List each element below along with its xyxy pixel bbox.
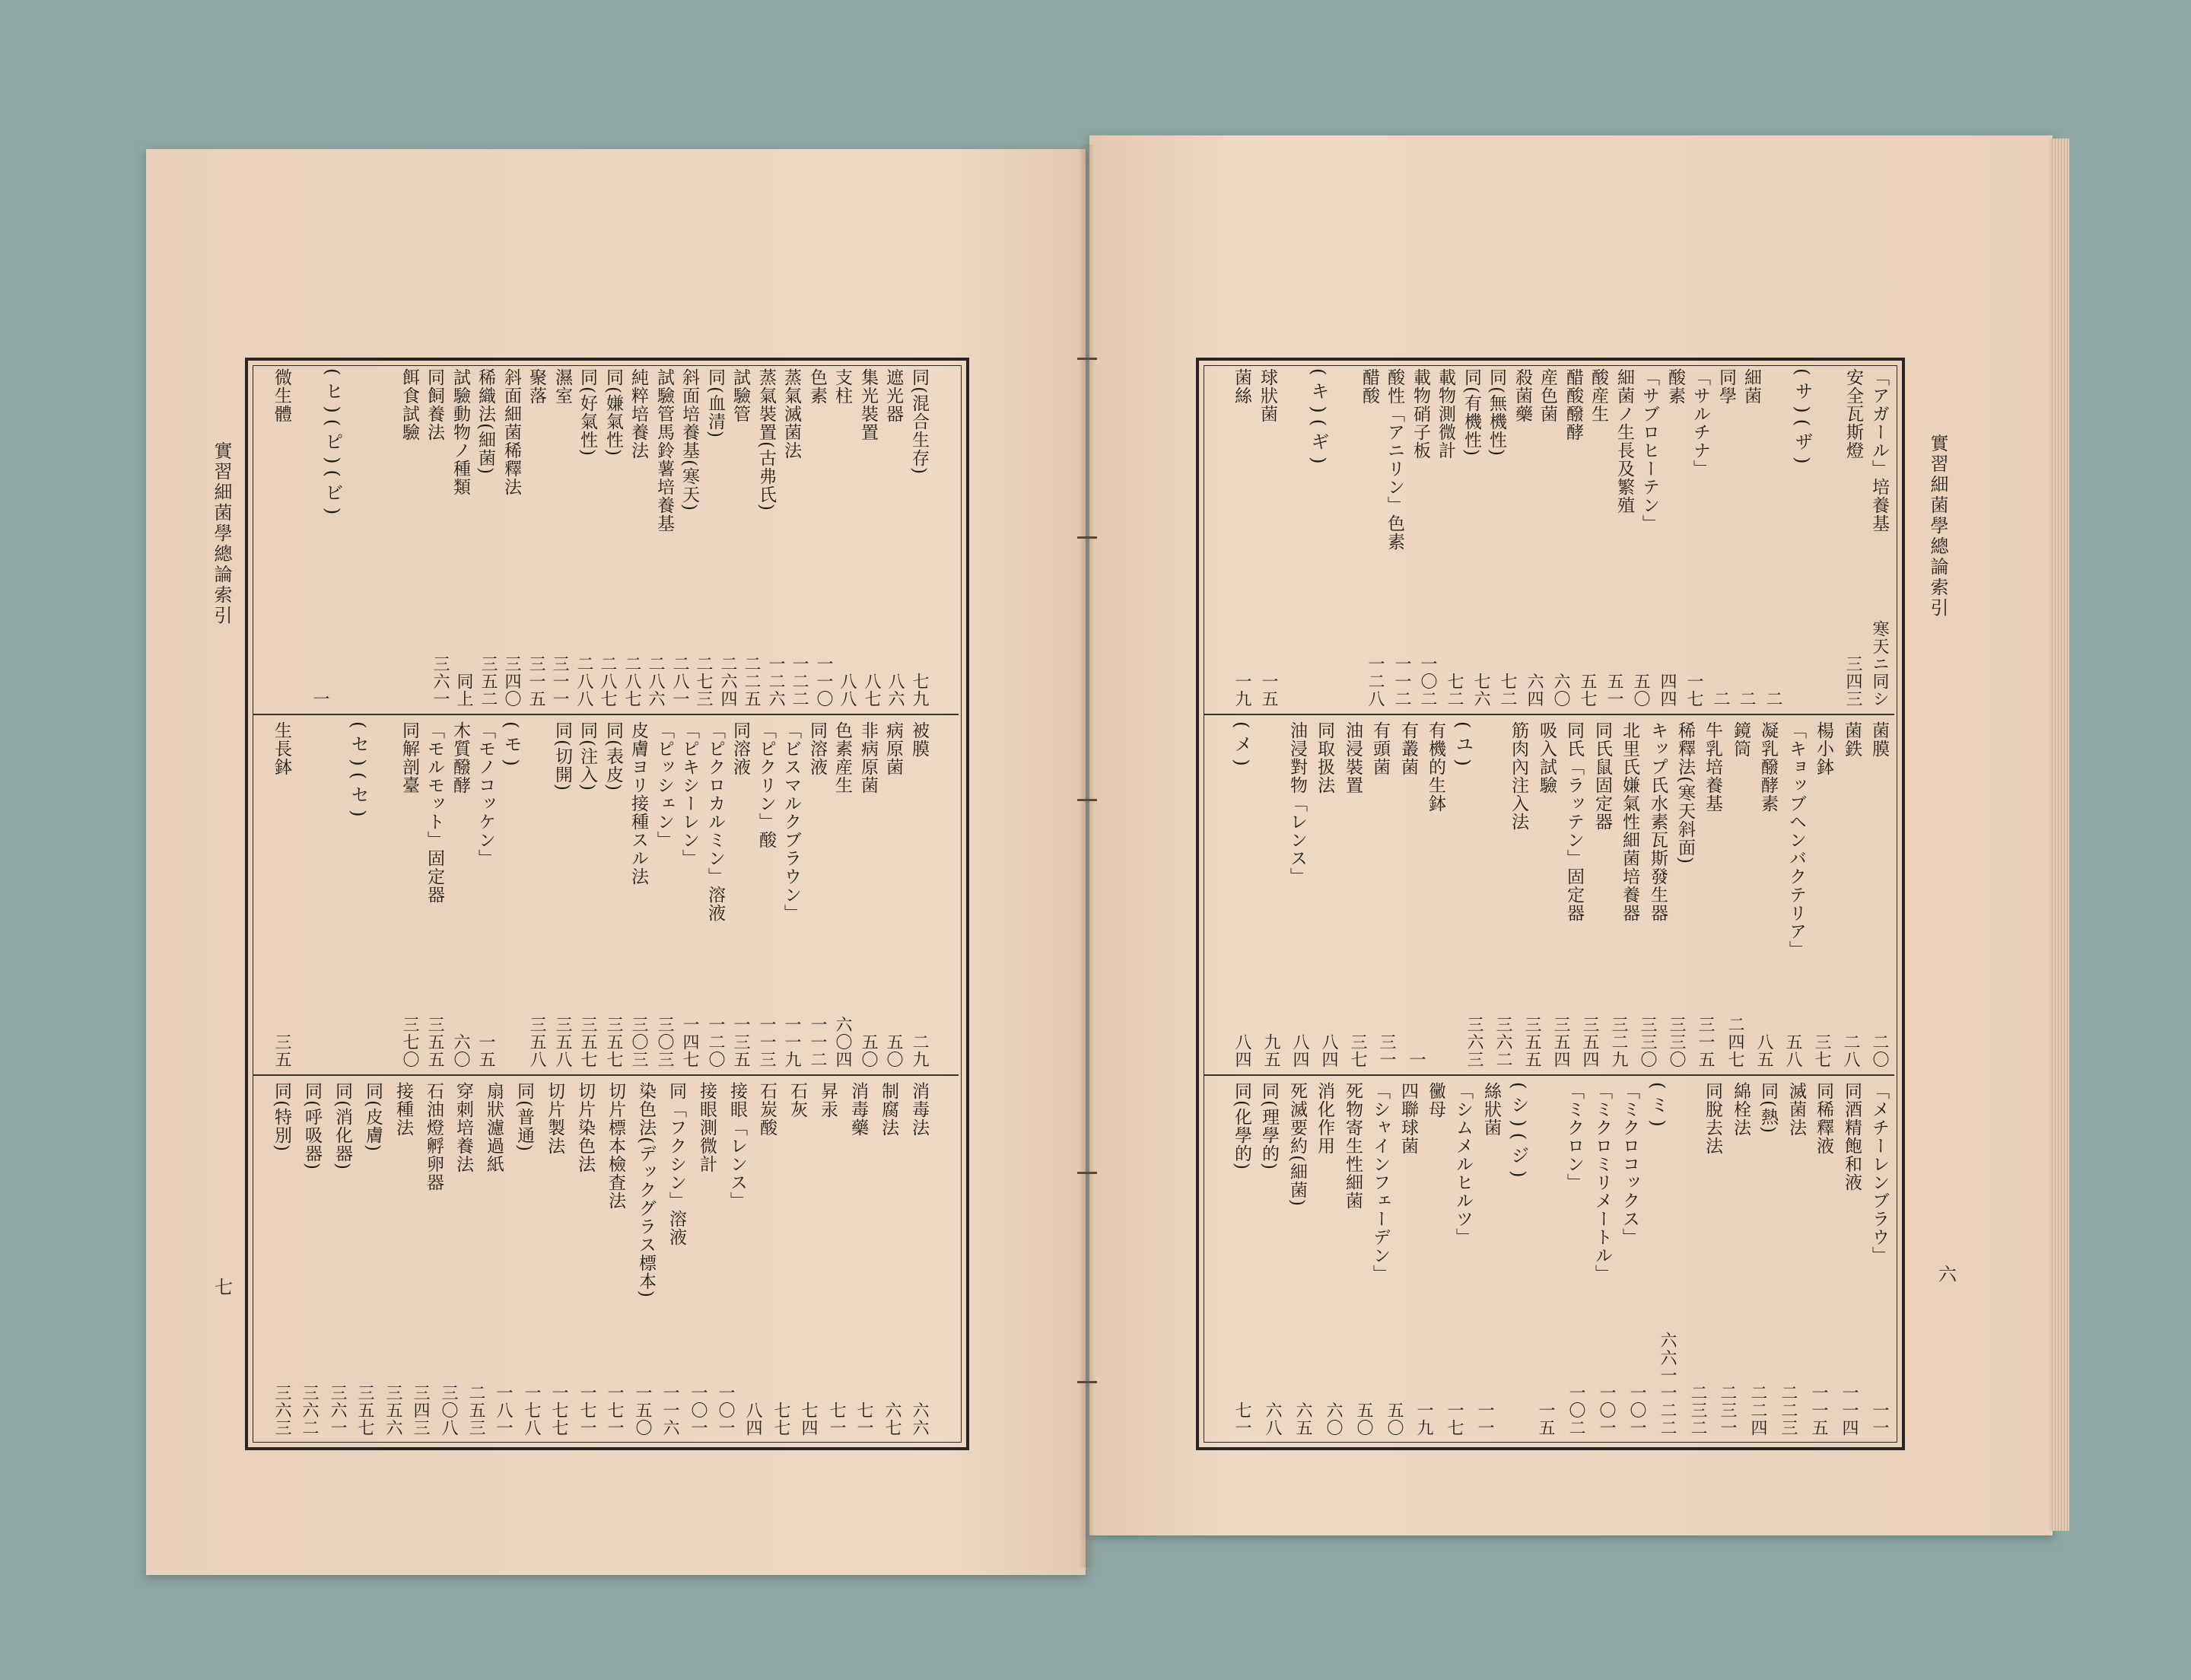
- index-term: 載物硝子板: [1410, 368, 1430, 460]
- index-page-ref: 同上: [454, 673, 473, 708]
- index-section-heading: (ミ): [1647, 1082, 1668, 1133]
- index-term: 同取扱法: [1315, 721, 1334, 794]
- index-page-ref: 一: [1407, 1051, 1426, 1068]
- index-page-ref: 六〇: [1551, 673, 1570, 708]
- index-term: 滅菌法: [1786, 1082, 1806, 1137]
- index-term: 「ピッシェン」: [654, 721, 674, 849]
- index-term: 筋肉內注入法: [1509, 721, 1528, 831]
- index-page-ref: 一二二: [790, 655, 809, 708]
- index-page-ref: 八四: [743, 1402, 762, 1437]
- index-term: 「シムメルヒルツ」: [1453, 1082, 1473, 1246]
- index-page-ref: 四四: [1658, 673, 1677, 708]
- index-term: 載物測微計: [1436, 368, 1455, 460]
- index-term: 消化作用: [1315, 1082, 1334, 1155]
- index-page-ref: 一七: [1445, 1402, 1464, 1437]
- index-term: 試驗動物ノ種類: [450, 368, 470, 496]
- index-page-ref: 二: [1711, 690, 1730, 708]
- index-term: 菌鉄: [1842, 721, 1862, 758]
- index-page-ref: 三五七: [355, 1384, 374, 1437]
- index-term: 同溶液: [730, 721, 750, 776]
- index-page-ref: 七一: [854, 1402, 873, 1437]
- index-term: 殺菌藥: [1512, 368, 1532, 423]
- index-page-ref: 七七: [771, 1402, 790, 1437]
- index-page-ref: 二二三: [1779, 1384, 1798, 1437]
- index-page-ref: 三五七: [578, 1016, 597, 1068]
- index-page-ref: 三三〇: [1638, 1016, 1657, 1068]
- index-page-ref: 一二六: [766, 655, 785, 708]
- index-term: 斜面培養基(寒天): [679, 368, 699, 511]
- index-page-ref: 八八: [838, 673, 857, 708]
- index-page-ref: 一五: [476, 1033, 495, 1068]
- index-page-ref: 一一四: [1840, 1384, 1859, 1437]
- index-page-ref: 二八八: [574, 655, 593, 708]
- index-term: 色素: [807, 368, 827, 405]
- index-page-ref: 二八七: [598, 655, 617, 708]
- index-term: 同稀釋液: [1814, 1082, 1833, 1155]
- index-page-ref: 二六四: [718, 655, 737, 708]
- index-term: 同(好氣性): [577, 368, 597, 457]
- index-term: 同(嫌氣性): [603, 368, 623, 457]
- index-page-ref: 二五三: [466, 1384, 485, 1437]
- index-term: 有叢菌: [1398, 721, 1418, 776]
- index-term: 酸性「アニリン」色素: [1385, 368, 1404, 551]
- index-page-ref: 一五: [1536, 1402, 1555, 1437]
- index-term: 同(消化器): [332, 1082, 352, 1170]
- index-page-ref: 一七一: [605, 1384, 624, 1437]
- index-term: 北里氏嫌氣性細菌培養器: [1620, 721, 1639, 922]
- index-term: 聚落: [526, 368, 546, 405]
- index-page-ref: 五〇: [884, 1033, 903, 1068]
- index-term: 綿栓法: [1731, 1082, 1751, 1137]
- index-term: 消毒法: [909, 1082, 929, 1137]
- index-term: 制腐法: [879, 1082, 898, 1137]
- index-page-ref: 八四: [1290, 1033, 1309, 1068]
- index-page-ref: 一一三: [757, 1016, 776, 1068]
- index-term: 微生體: [272, 368, 291, 423]
- band-divider: [253, 1074, 959, 1076]
- index-page-ref: 一七一: [577, 1384, 596, 1437]
- index-page-ref: 一一二: [808, 1016, 827, 1068]
- index-page-ref: 五〇: [1385, 1402, 1404, 1437]
- index-term: 非病原菌: [858, 721, 878, 794]
- index-page-ref: 一〇一: [1597, 1384, 1616, 1437]
- index-term: 同(呼吸器): [302, 1082, 322, 1170]
- index-page-ref: 五八: [1783, 1033, 1802, 1068]
- index-term: 濕室: [552, 368, 572, 405]
- index-page-ref: 三四三: [1843, 655, 1862, 708]
- index-page-ref: 九五: [1261, 1033, 1280, 1068]
- index-page-ref: 五七: [1578, 673, 1597, 708]
- index-page-ref: 三一五: [1696, 1016, 1715, 1068]
- index-term: 石灰: [787, 1082, 807, 1118]
- index-term: 生長鉢: [272, 721, 291, 776]
- index-term: 稀織法(細菌): [475, 368, 495, 475]
- index-page-ref: 三四〇: [502, 655, 521, 708]
- index-page-ref: 二〇: [1870, 1033, 1889, 1068]
- index-term: 醋酸醱酵: [1563, 368, 1583, 441]
- binding-stitch: [1077, 1381, 1097, 1383]
- index-page-ref: 七一: [1232, 1402, 1251, 1437]
- index-term: 安全瓦斯燈: [1843, 368, 1863, 460]
- index-term: 木質醱酵: [450, 721, 470, 794]
- index-page-ref: 二三二: [1688, 1384, 1707, 1437]
- index-page-ref: 一三五: [731, 1016, 750, 1068]
- index-term: 同(注入): [577, 721, 597, 791]
- index-term: 吸入試驗: [1537, 721, 1557, 794]
- index-page-ref: 六〇四: [833, 1016, 852, 1068]
- index-page-ref: 六八: [1263, 1402, 1282, 1437]
- index-page-ref: 三五八: [527, 1016, 546, 1068]
- index-term: 色素産生: [832, 721, 852, 794]
- index-page-ref: 七一: [827, 1402, 846, 1437]
- band-divider: [1204, 714, 1894, 715]
- index-section-heading: (セ)(セ): [348, 721, 369, 823]
- index-term: 「ビスマルクブラウン」: [781, 721, 801, 922]
- index-term: 「アガール」培養基: [1869, 368, 1889, 533]
- left-page-number: 七: [215, 1277, 233, 1298]
- index-page-ref: 一九: [1232, 673, 1251, 708]
- index-page-ref: 六〇: [1324, 1402, 1343, 1437]
- index-page-ref: 三六二: [300, 1384, 319, 1437]
- index-page-ref: 一一五: [1809, 1384, 1828, 1437]
- index-term: 「ミクロン」: [1564, 1082, 1584, 1192]
- index-page-ref: 一一二: [1392, 655, 1411, 708]
- index-term: 凝乳醱酵素: [1758, 721, 1778, 813]
- binding-stitch: [1077, 358, 1097, 360]
- index-term: 死滅要約(細菌): [1287, 1082, 1307, 1207]
- index-section-heading: (モ): [501, 721, 522, 772]
- index-page-ref: 三五四: [1551, 1016, 1570, 1068]
- index-page-ref: 二二四: [1748, 1384, 1767, 1437]
- index-page-ref: 三六二: [1493, 1016, 1512, 1068]
- index-page-ref: 八四: [1232, 1033, 1251, 1068]
- index-page-ref: 三六三: [1464, 1016, 1483, 1068]
- index-term: 有機的生鉢: [1426, 721, 1445, 813]
- index-term: 細菌ノ生長及繁殖: [1614, 368, 1634, 514]
- index-page-ref: 二八一: [670, 655, 689, 708]
- index-page-ref: 三一: [1377, 1033, 1396, 1068]
- index-page-ref: 一〇一: [1627, 1384, 1646, 1437]
- index-term: 同脫去法: [1703, 1082, 1722, 1155]
- index-term: 油浸裝置: [1343, 721, 1363, 794]
- index-term: 接眼「レンス」: [727, 1082, 747, 1210]
- band-divider: [1204, 1074, 1894, 1076]
- index-term: 醋酸: [1359, 368, 1379, 405]
- index-page-ref: 一: [310, 690, 329, 708]
- index-term: キップ氏水素瓦斯發生器: [1648, 721, 1668, 922]
- index-page-ref: 六〇: [451, 1033, 470, 1068]
- index-term: 同(普通): [514, 1082, 534, 1152]
- index-page-ref: 一二〇: [706, 1016, 725, 1068]
- index-page-ref: 三五六: [383, 1384, 402, 1437]
- binding-stitch: [1077, 536, 1097, 539]
- index-page-ref: 三六一: [431, 655, 450, 708]
- index-page-ref: 八六: [886, 673, 905, 708]
- index-term: 遮光器: [883, 368, 903, 423]
- index-page-ref: 二三一: [1718, 1384, 1737, 1437]
- index-term: 鏡筒: [1731, 721, 1751, 758]
- index-page-ref: 一七八: [522, 1384, 541, 1437]
- index-page-ref: 三三〇: [1667, 1016, 1686, 1068]
- index-page-ref: 八五: [1754, 1033, 1773, 1068]
- index-page-ref: 六六一一二二: [1658, 1332, 1677, 1437]
- index-term: 菌膜: [1869, 721, 1889, 758]
- index-term: 同(切開): [552, 721, 572, 791]
- index-term: 同酒精飽和液: [1842, 1082, 1862, 1192]
- index-page-ref: 二九: [910, 1033, 929, 1068]
- index-page-ref: 一七七: [549, 1384, 568, 1437]
- index-page-ref: 三五四: [1580, 1016, 1599, 1068]
- index-section-heading: (キ)(ギ): [1308, 368, 1329, 470]
- index-page-ref: 七二: [1445, 673, 1464, 708]
- index-page-ref: 三五八: [553, 1016, 572, 1068]
- index-page-ref: 八七: [862, 673, 881, 708]
- index-page-ref: 三〇八: [439, 1384, 458, 1437]
- index-term: 「モルモット」固定器: [425, 721, 444, 904]
- index-term: 斜面細菌稀釋法: [501, 368, 521, 496]
- index-term: 「モノコッケン」: [475, 721, 495, 867]
- index-term: 染色法(デックグラス標本): [636, 1082, 656, 1298]
- index-page-ref: 二二五: [742, 655, 761, 708]
- index-term: 石油燈孵卵器: [424, 1082, 444, 1192]
- index-page-ref: 二四七: [1725, 1016, 1744, 1068]
- index-term: 蒸氣滅菌法: [781, 368, 801, 460]
- index-page-ref: 三〇三: [655, 1016, 674, 1068]
- index-page-ref: 一〇一: [688, 1384, 708, 1437]
- index-term: 「サルチナ」: [1690, 368, 1710, 478]
- index-term: 同飼養法: [425, 368, 444, 441]
- index-term: 餌食試驗: [399, 368, 419, 441]
- index-term: 同(皮膚): [363, 1082, 383, 1152]
- index-page-ref: 三六三: [272, 1384, 291, 1437]
- index-section-heading: (シ)(ジ): [1508, 1082, 1529, 1184]
- index-term: 蒸氣裝置(古弗氏): [756, 368, 776, 511]
- index-page-ref: 一七: [1684, 673, 1703, 708]
- index-page-ref: 七四: [799, 1402, 818, 1437]
- index-term: 同(特別): [272, 1082, 291, 1152]
- index-term: 同(熱): [1758, 1082, 1778, 1134]
- index-page-ref: 三七〇: [400, 1016, 419, 1068]
- index-term: 接眼測微計: [697, 1082, 717, 1173]
- right-page-number: 六: [1938, 1264, 1957, 1285]
- index-page-ref: 一四七: [680, 1016, 699, 1068]
- index-term: 「ミクロコックス」: [1620, 1082, 1639, 1246]
- index-term: 消毒藥: [848, 1082, 868, 1137]
- index-term: 死物寄生性細菌: [1343, 1082, 1363, 1210]
- index-page-ref: 三一五: [526, 655, 545, 708]
- index-page-ref: 六五: [1293, 1402, 1312, 1437]
- index-page-ref: 三五五: [425, 1016, 444, 1068]
- index-term: 球狀菌: [1258, 368, 1277, 423]
- index-term: 同(化學的): [1232, 1082, 1251, 1170]
- index-term: 同(混合生存): [909, 368, 929, 475]
- index-page-ref: 一五: [1259, 673, 1278, 708]
- index-page-ref: 三二九: [1609, 1016, 1628, 1068]
- index-page-ref: 一〇二: [1566, 1384, 1585, 1437]
- index-page-ref: 一〇二: [1418, 655, 1437, 708]
- index-page-ref: 三五七: [604, 1016, 623, 1068]
- index-page-ref: 三一一: [550, 655, 569, 708]
- index-term: 絲狀菌: [1481, 1082, 1501, 1137]
- index-page-ref: 二: [1737, 690, 1756, 708]
- index-term: 細菌: [1741, 368, 1761, 405]
- index-term: 「ミクロミリメートル」: [1592, 1082, 1612, 1283]
- index-page-ref: 一一: [1870, 1402, 1889, 1437]
- index-term: 同學: [1716, 368, 1736, 405]
- index-term: 油浸對物「レンス」: [1287, 721, 1307, 886]
- index-section-heading: (ユ): [1452, 721, 1474, 772]
- index-page-ref: 二: [1763, 690, 1782, 708]
- left-running-head: 實習細菌學總論索引: [211, 441, 232, 626]
- index-term: 同解剖臺: [399, 721, 419, 794]
- index-page-ref: 三六一: [328, 1384, 347, 1437]
- index-page-ref: 二八: [1841, 1033, 1860, 1068]
- index-section-heading: (ヒ)(ピ)(ビ): [322, 368, 343, 521]
- index-term: 石炭酸: [757, 1082, 777, 1137]
- index-page-ref: 八四: [1319, 1033, 1338, 1068]
- binding-stitch: [1077, 1172, 1097, 1174]
- left-index-frame: [245, 358, 969, 1450]
- index-term: 菌絲: [1232, 368, 1251, 405]
- index-term: 同(理學的): [1259, 1082, 1279, 1170]
- right-running-head: 實習細菌學總論索引: [1927, 434, 1948, 619]
- index-term: 切片染色法: [575, 1082, 595, 1173]
- index-term: 「ピキシーレン」: [679, 721, 699, 867]
- index-page-ref: 六六: [910, 1402, 929, 1437]
- index-section-heading: (サ)(ザ): [1792, 368, 1813, 470]
- index-page-ref: 六四: [1525, 673, 1544, 708]
- index-term: 「ピクロカルミン」溶液: [705, 721, 725, 922]
- index-term: 稀釋法(寒天斜面): [1675, 721, 1695, 864]
- index-page-ref: 五〇: [1354, 1402, 1373, 1437]
- index-term: 酸産生: [1588, 368, 1608, 423]
- index-page-ref: 五〇: [859, 1033, 878, 1068]
- index-term: 有頭菌: [1370, 721, 1390, 776]
- index-term: 同溶液: [807, 721, 827, 776]
- index-term: 四聯球菌: [1398, 1082, 1418, 1155]
- index-page-ref: 三四三: [411, 1384, 430, 1437]
- index-page-ref: 一〇一: [716, 1384, 735, 1437]
- index-page-ref: 三七: [1812, 1033, 1831, 1068]
- index-term: 「ピクリン」酸: [756, 721, 776, 849]
- index-term: 支柱: [832, 368, 852, 405]
- index-term: 同「フクシン」溶液: [666, 1082, 686, 1246]
- index-term: 「メチーレンブラウ」: [1869, 1082, 1889, 1265]
- index-page-ref: 一一九: [782, 1016, 801, 1068]
- index-page-ref: 二八七: [622, 655, 641, 708]
- index-term: 黴母: [1426, 1082, 1445, 1118]
- index-page-ref: 三五五: [1522, 1016, 1541, 1068]
- index-term: 楊小鉢: [1814, 721, 1833, 776]
- index-page-ref: 一二八: [1366, 655, 1385, 708]
- index-term: 同(表皮): [603, 721, 623, 791]
- index-page-ref: 一八一: [494, 1384, 513, 1437]
- index-term: 昇汞: [818, 1082, 838, 1118]
- index-page-ref: 五〇: [1631, 673, 1650, 708]
- index-term: 同(有機性): [1461, 368, 1481, 457]
- index-term: 同(血清): [705, 368, 725, 438]
- index-term: 被膜: [909, 721, 929, 758]
- index-term: 試驗管馬鈴薯培養基: [654, 368, 674, 533]
- index-page-ref: 寒天ニ同シ: [1870, 620, 1889, 708]
- page-edge-stack: [2049, 138, 2069, 1531]
- index-page-ref: 六七: [882, 1402, 902, 1437]
- index-term: 純粹培養法: [628, 368, 648, 460]
- index-term: 皮膚ヨリ接種スル法: [628, 721, 648, 886]
- binding-stitch: [1077, 799, 1097, 801]
- index-term: 切片製法: [545, 1082, 564, 1155]
- index-term: 「シャインフェーデン」: [1370, 1082, 1390, 1283]
- index-page-ref: 七六: [1471, 673, 1490, 708]
- index-term: 同氏鼠固定器: [1592, 721, 1612, 831]
- index-page-ref: 一五〇: [633, 1384, 652, 1437]
- index-page-ref: 一一〇: [814, 655, 833, 708]
- index-term: 同氏「ラッテン」固定器: [1564, 721, 1584, 922]
- index-term: 「キョッブヘンバクテリア」: [1786, 721, 1806, 959]
- index-term: 牛乳培養基: [1703, 721, 1722, 813]
- index-page-ref: 一一六: [660, 1384, 679, 1437]
- index-term: 「サブロヒーテン」: [1639, 368, 1659, 533]
- index-page-ref: 一九: [1414, 1402, 1433, 1437]
- index-term: 病原菌: [883, 721, 903, 776]
- index-term: 産色菌: [1538, 368, 1557, 423]
- index-term: 試驗管: [730, 368, 750, 423]
- index-page-ref: 五一: [1604, 673, 1623, 708]
- index-term: 穿刺培養法: [453, 1082, 473, 1173]
- index-page-ref: 二八六: [646, 655, 665, 708]
- index-page-ref: 三五二: [479, 655, 498, 708]
- index-term: 接種法: [393, 1082, 413, 1137]
- index-term: 同(無機性): [1487, 368, 1506, 457]
- band-divider: [253, 714, 959, 715]
- index-term: 酸素: [1665, 368, 1685, 405]
- index-page-ref: 二七三: [694, 655, 713, 708]
- index-term: 集光裝置: [858, 368, 878, 441]
- index-term: 扇狀濾過紙: [484, 1082, 504, 1173]
- index-page-ref: 三五: [272, 1033, 291, 1068]
- index-page-ref: 三〇三: [629, 1016, 648, 1068]
- index-page-ref: 三七: [1348, 1033, 1367, 1068]
- index-section-heading: (メ): [1231, 721, 1252, 772]
- index-page-ref: 七二: [1498, 673, 1517, 708]
- index-term: 切片標本檢査法: [606, 1082, 625, 1210]
- index-page-ref: 七九: [910, 673, 929, 708]
- index-page-ref: 一一: [1475, 1402, 1494, 1437]
